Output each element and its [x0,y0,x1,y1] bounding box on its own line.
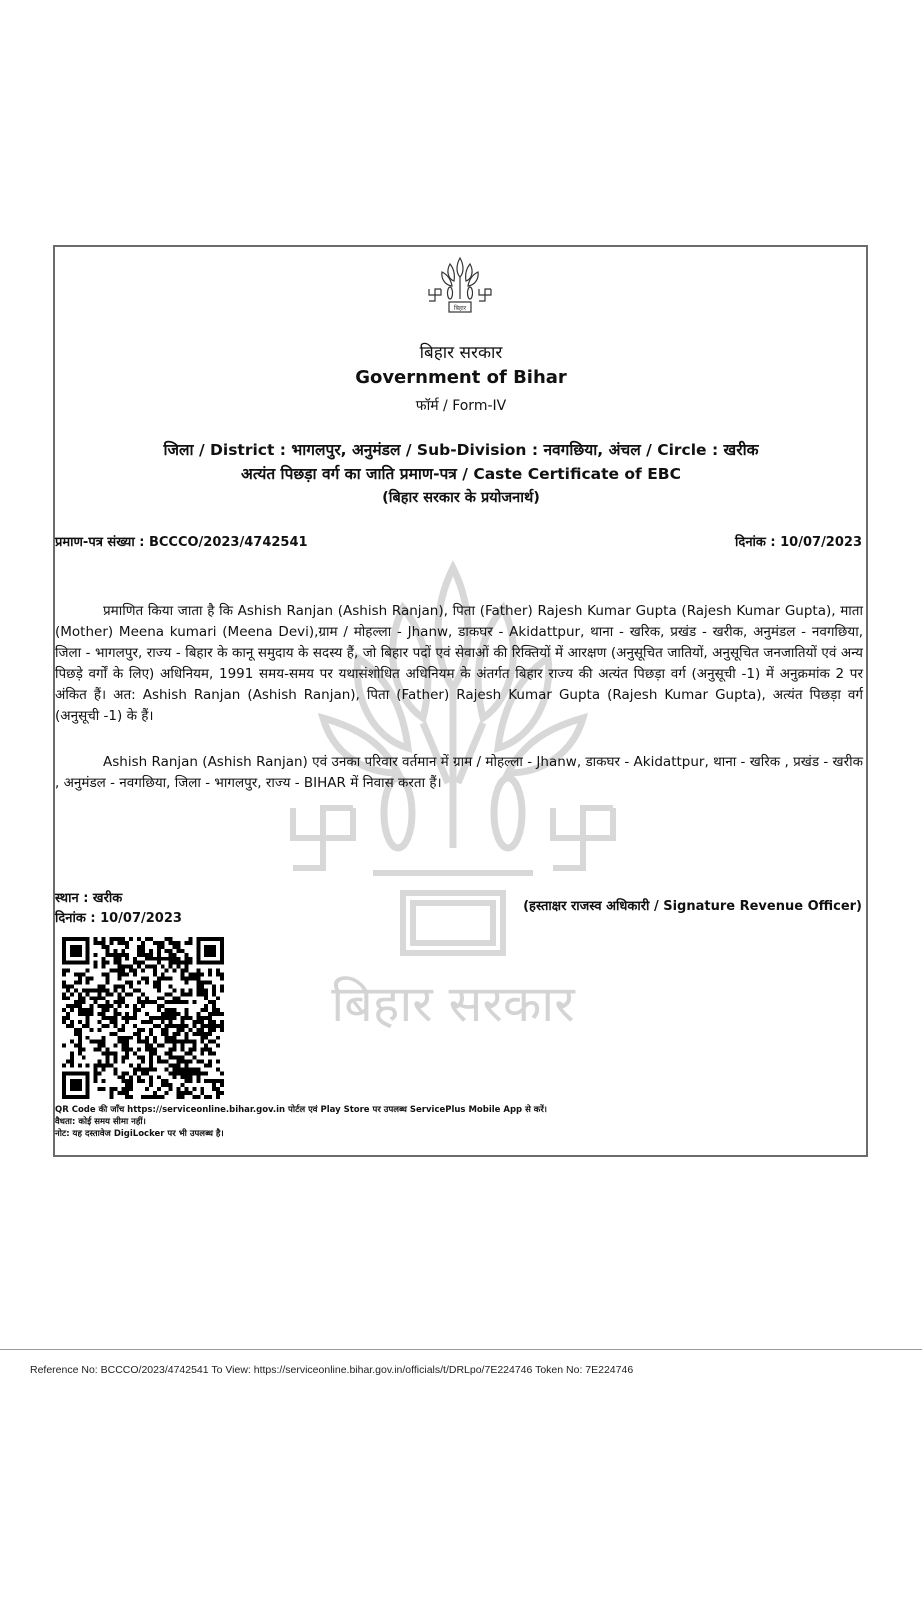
form-label: फॉर्म / Form-IV [415,398,507,414]
watermark-text: बिहार सरकार [331,975,575,1033]
certificate-number: प्रमाण-पत्र संख्या : BCCCO/2023/4742541 [55,535,308,550]
reference-divider [0,1349,922,1350]
reference-line: Reference No: BCCCO/2023/4742541 To View: https://serviceonline.bihar.gov.in/officials/t/DRLpo/7E224746 Token No: 7E224746 [30,1364,634,1376]
place: स्थान : खरीक [55,891,123,906]
title-hindi: बिहार सरकार [419,343,503,363]
signature-date: दिनांक : 10/07/2023 [55,911,182,926]
validity-note: वैधता: कोई समय सीमा नहीं। [55,1117,146,1127]
certification-paragraph: प्रमाणित किया जाता है कि Ashish Ranjan (Ashish Ranjan), पिता (Father) Rajesh Kumar Gupta (Rajesh Kumar Gupta), माता (Mother) Meena kumari (Meena Devi),ग्राम / मोहल्ला - Jhanw, डाकघर - Akidattpur, थाना - खरिक, प्रखंड - खरीक, अनुमंडल - नवगछिया, जिला - भागलपुर, राज्य - बिहार के कानू समुदाय के सदस्य हैं, जो बिहार पदों एवं सेवाओं की रिक्तियों में आरक्षण (अनुसूचित जातियों, अनुसूचित जनजातियों एवं अन्य पिछड़े वर्गों के लिए) अधिनियम, 1991 समय-समय पर यथासंशोधित अधिनियम के अंतर्गत बिहार राज्य की अत्यंत पिछड़ा वर्ग (अनुसूची -1) में अनुक्रमांक 2 पर अंकित हैं। अत: Ashish Ranjan (Ashish Ranjan), पिता (Father) Rajesh Kumar Gupta (Rajesh Kumar Gupta), अत्यंत पिछड़ा वर्ग (अनुसूची -1) के हैं। [55,603,863,724]
footer-notes [55,1104,547,1140]
title-english: Government of Bihar [355,367,567,388]
digilocker-note: नोट: यह दस्तावेज DigiLocker पर भी उपलब्ध है। [55,1129,224,1139]
signature-label: (हस्ताक्षर राजस्व अधिकारी / Signature Revenue Officer) [523,899,862,914]
bihar-emblem-icon [425,255,495,317]
district-line: जिला / District : भागलपुर, अनुमंडल / Sub-Division : नवगछिया, अंचल / Circle : खरीक [163,441,759,459]
certificate-purpose: (बिहार सरकार के प्रयोजनार्थ) [382,490,540,506]
issue-date: दिनांक : 10/07/2023 [735,535,862,550]
qr-verification-note: QR Code की जाँच https://serviceonline.bihar.gov.in पोर्टल एवं Play Store पर उपलब्ध ServicePlus Mobile App से करें। [55,1105,548,1115]
qr-code-icon [62,937,224,1099]
certificate-type: अत्यंत पिछड़ा वर्ग का जाति प्रमाण-पत्र / Caste Certificate of EBC [241,465,681,483]
emblem-seal-text: बिहार [453,305,467,312]
residence-paragraph: Ashish Ranjan (Ashish Ranjan) एवं उनका परिवार वर्तमान में ग्राम / मोहल्ला - Jhanw, डाकघर - Akidattpur, थाना - खरिक , प्रखंड - खरीक , अनुमंडल - नवगछिया, जिला - भागलपुर, राज्य - BIHAR में निवास करता हैं। [55,754,863,791]
